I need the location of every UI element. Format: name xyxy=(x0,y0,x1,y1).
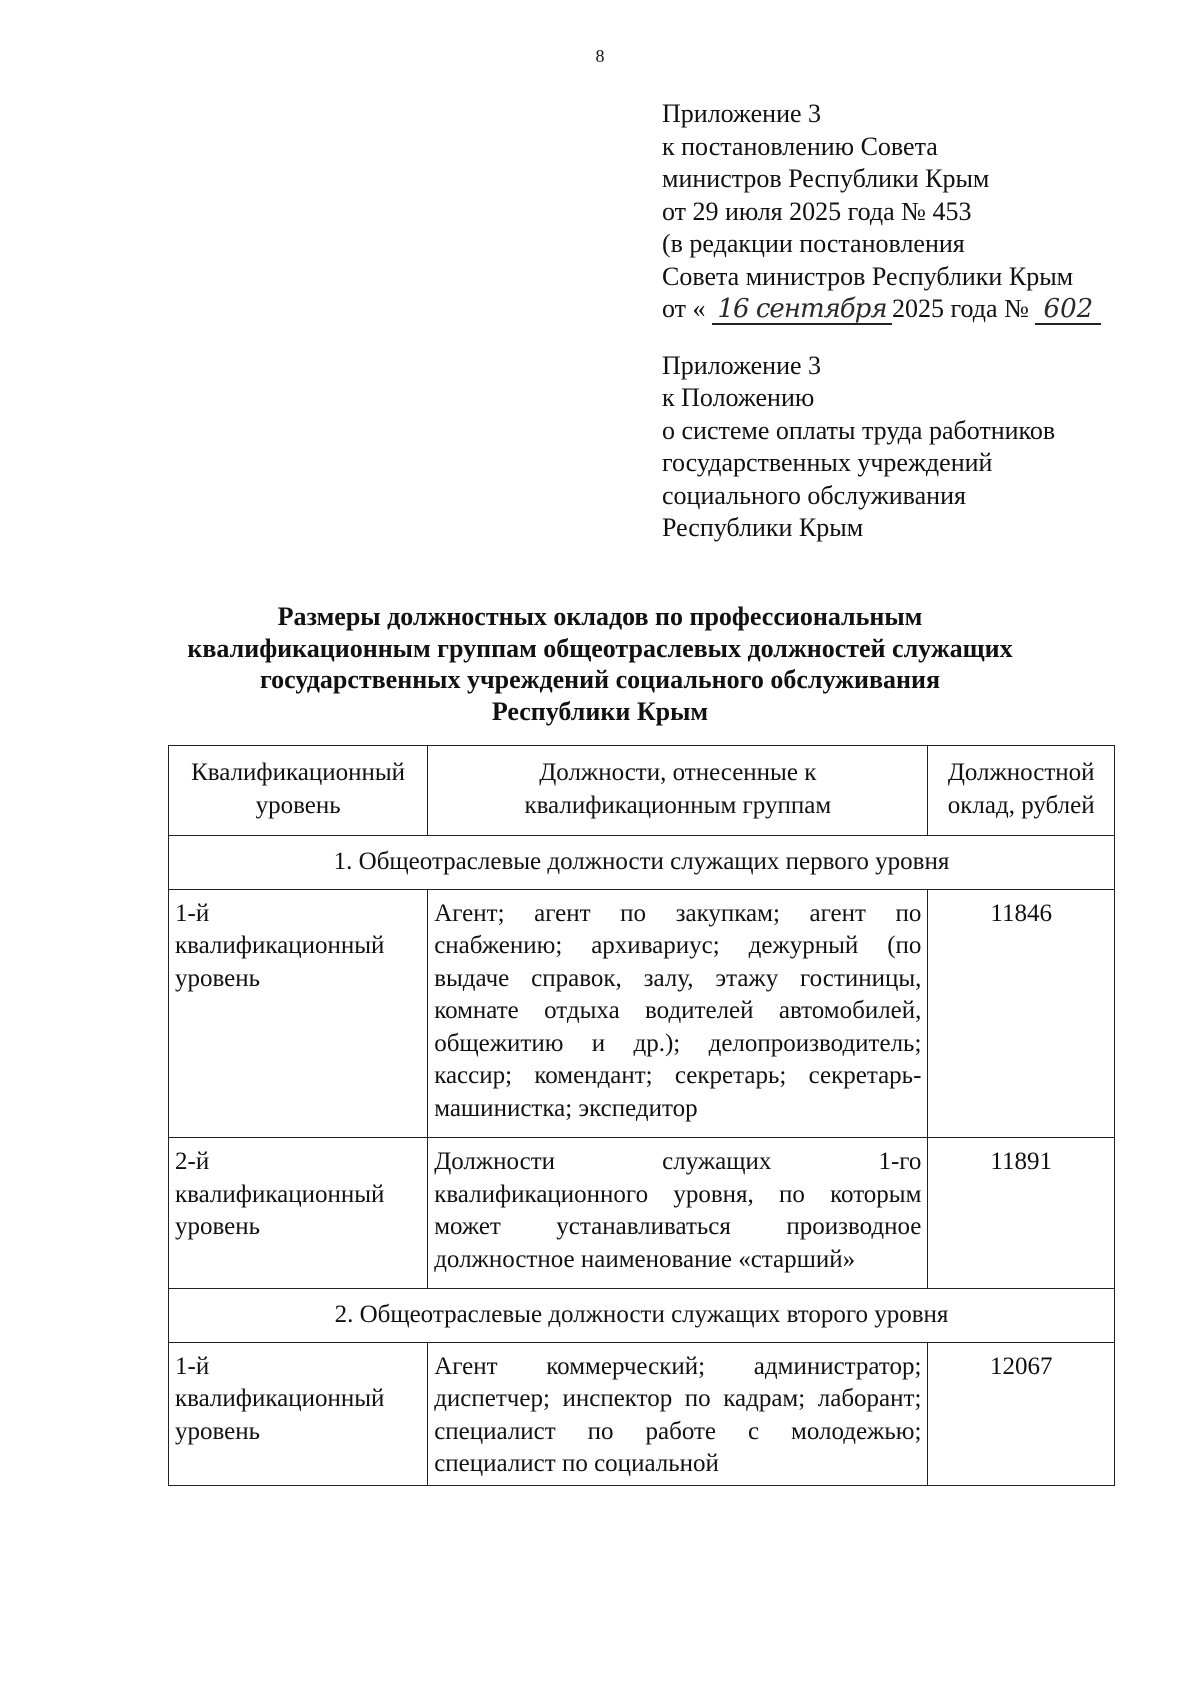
title-line: государственных учреждений социального обслуживания xyxy=(259,665,941,694)
annex-line: к постановлению Совета xyxy=(662,131,938,161)
annex-line: от 29 июля 2025 года № 453 xyxy=(662,196,972,226)
level-cell: 1-й квалификационный уровень xyxy=(169,1342,428,1485)
level-cell: 1-й квалификационный уровень xyxy=(169,889,428,1138)
amendment-year: 2025 года № xyxy=(892,294,1029,323)
annex-line: Приложение 3 xyxy=(662,350,822,380)
annex-line: государственных учреждений xyxy=(662,448,993,477)
salary-cell: 11891 xyxy=(928,1138,1115,1289)
title-line: Республики Крым xyxy=(491,696,709,726)
annex-header-block xyxy=(662,98,1182,545)
group-header-row xyxy=(169,1289,1115,1343)
column-header-salary: Должностной оклад, рублей xyxy=(928,746,1115,836)
group-header-row xyxy=(169,836,1115,890)
table-row xyxy=(169,889,1115,1138)
annex-line: министров Республики Крым xyxy=(662,164,990,193)
annex-line: к Положению xyxy=(662,383,815,412)
annex-line: о системе оплаты труда работников xyxy=(662,415,1056,445)
handwritten-number: 602 xyxy=(1035,295,1101,325)
page-number: 8 xyxy=(595,46,605,66)
annex-line: (в редакции постановления xyxy=(662,229,965,258)
table-header-row xyxy=(169,746,1115,836)
title-line: Размеры должностных окладов по профессиональным xyxy=(277,602,923,631)
group-title: 1. Общеотраслевые должности служащих первого уровня xyxy=(169,836,1115,890)
column-header-positions: Должности, отнесенные к квалификационным группам xyxy=(428,746,928,836)
document-title xyxy=(150,601,1050,727)
positions-cell: Должности служащих 1-го квалификационного уровня, по которым может устанавливаться производное должностное наименование «старший» xyxy=(428,1138,928,1289)
salary-cell: 12067 xyxy=(928,1342,1115,1485)
annex-line: Совета министров Республики Крым xyxy=(662,261,1074,291)
annex-line: Приложение 3 xyxy=(662,99,822,128)
salary-cell: 11846 xyxy=(928,889,1115,1138)
positions-cell: Агент; агент по закупкам; агент по снабжению; архивариус; дежурный (по выдаче справок, залу, этажу гостиницы, комнате отдыха водителей автомобилей, общежитию и др.); делопроизводитель; кассир; комендант; секретарь; секретарь-машинистка; экспедитор xyxy=(428,889,928,1138)
amendment-prefix: от « xyxy=(662,294,706,323)
salary-table xyxy=(168,745,1115,1486)
level-cell: 2-й квалификационный уровень xyxy=(169,1138,428,1289)
title-line: квалификационным группам общеотраслевых должностей служащих xyxy=(187,633,1013,663)
table-row xyxy=(169,1138,1115,1289)
group-title: 2. Общеотраслевые должности служащих второго уровня xyxy=(169,1289,1115,1343)
amendment-line xyxy=(662,293,1182,326)
handwritten-date: 16 сентября xyxy=(712,295,892,325)
positions-cell: Агент коммерческий; администратор; диспетчер; инспектор по кадрам; лаборант; специалист по работе с молодежью; специалист по социальной xyxy=(428,1342,928,1485)
table-row xyxy=(169,1342,1115,1485)
annex-line: социального обслуживания xyxy=(662,480,966,510)
column-header-level: Квалификационный уровень xyxy=(169,746,428,836)
annex-line: Республики Крым xyxy=(662,513,864,542)
